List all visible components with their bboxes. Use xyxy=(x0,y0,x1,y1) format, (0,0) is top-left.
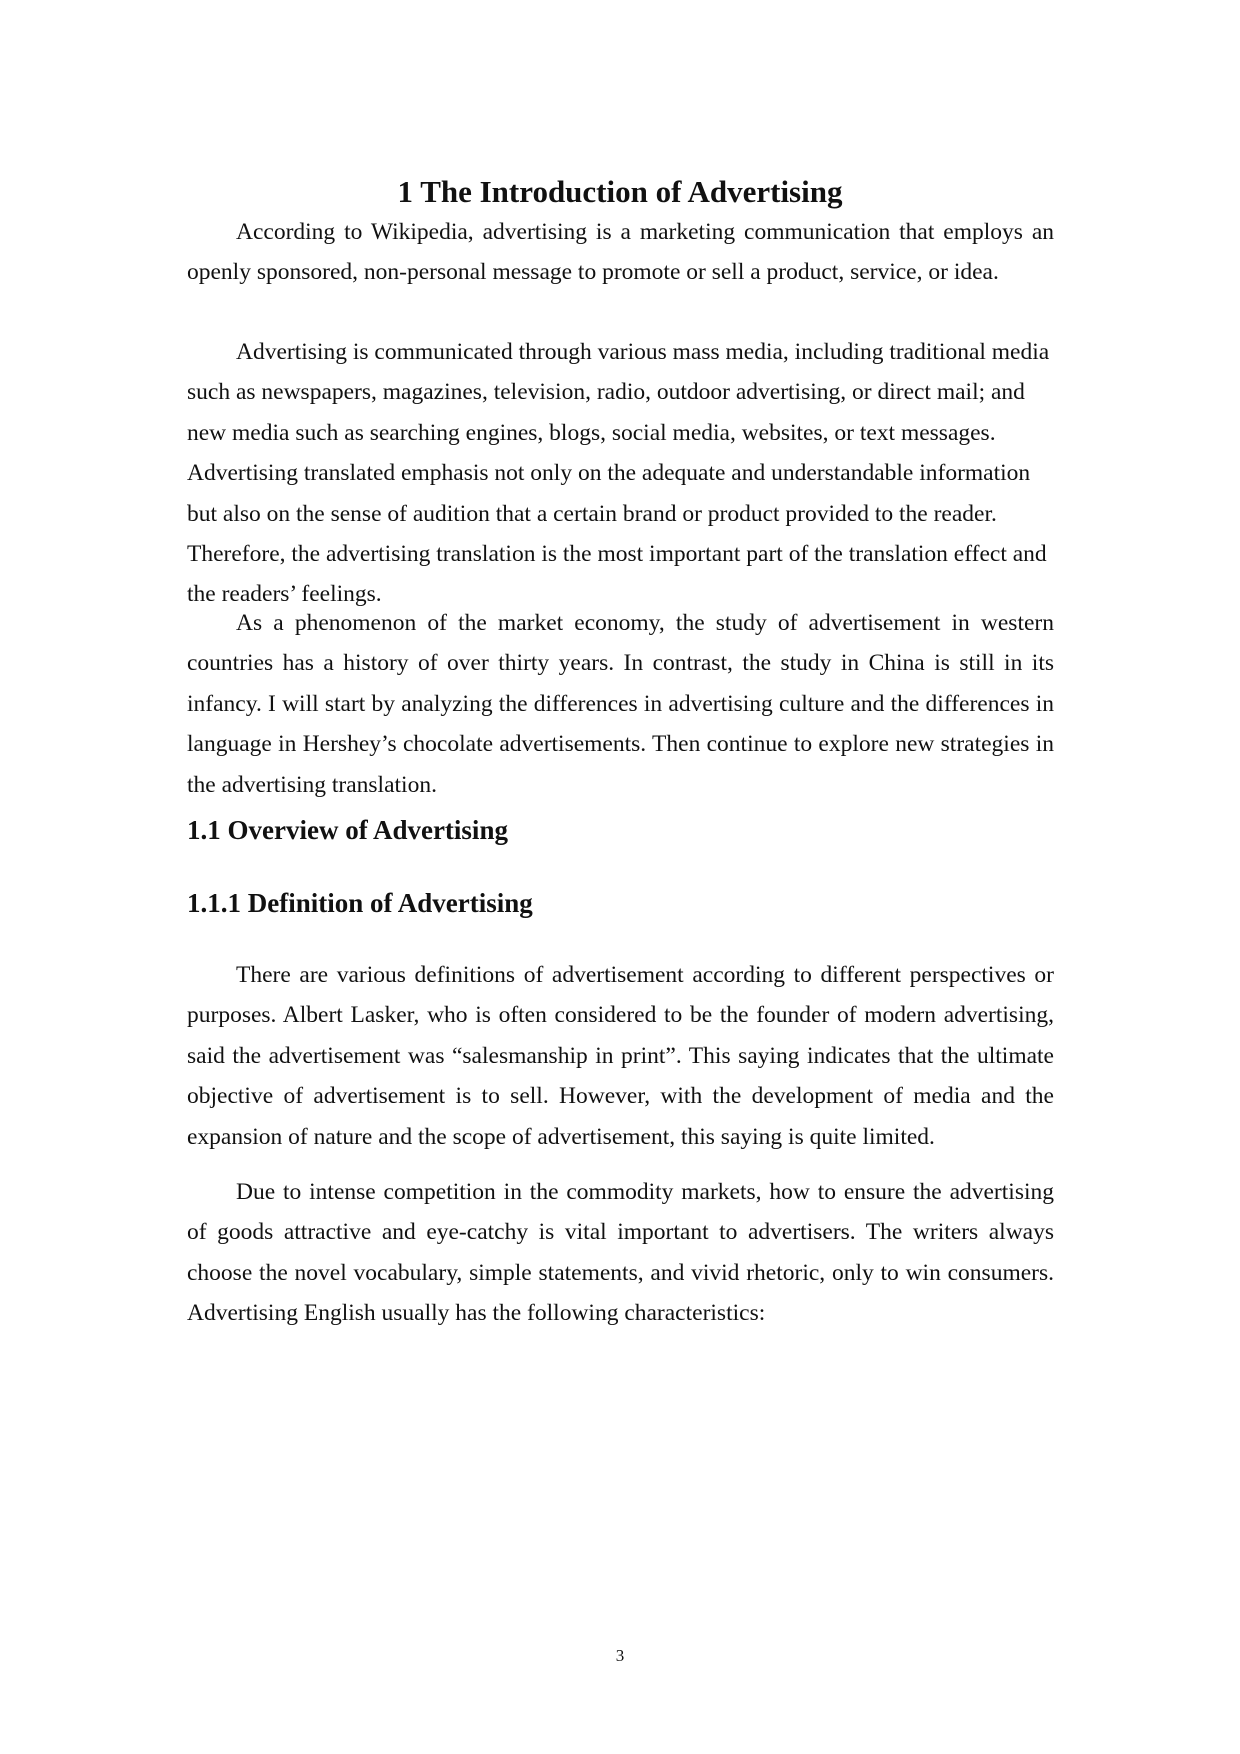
subsection-title: 1.1.1 Definition of Advertising xyxy=(187,888,533,918)
intro-paragraph-3: As a phenomenon of the market economy, the study of advertisement in western countries has a history of over thirty years. In contrast, the study in China is still in its infancy. I will start by analyzing the differences in advertising culture and the differences in language in Hershey’s chocolate advertisements. Then continue to explore new strategies in the advertising translation. xyxy=(187,610,1054,798)
page-number: 3 xyxy=(615,1646,625,1665)
chapter-title: 1 The Introduction of Advertising xyxy=(397,174,843,209)
intro-paragraph-2: Advertising is communicated through various mass media, including traditional media such as newspapers, magazines, television, radio, outdoor advertising, or direct mail; and new media such as searching engines, blogs, social media, websites, or text messages. Advertising translated emphasis not only on the adequate and understandable information but also on the sense of audition that a certain brand or product provided to the reader. Therefore, the advertising translation is the most important part of the translation effect and the readers’ feelings. xyxy=(187,339,1050,608)
intro-paragraph-1: According to Wikipedia, advertising is a marketing communication that employs an openly sponsored, non-personal message to promote or sell a product, service, or idea. xyxy=(187,219,1054,286)
section-title: 1.1 Overview of Advertising xyxy=(187,815,508,845)
definition-paragraph-2: Due to intense competition in the commodity markets, how to ensure the advertising of goods attractive and eye-catchy is vital important to advertisers. The writers always choose the novel vocabulary, simple statements, and vivid rhetoric, only to win consumers. Advertising English usually has the following characteristics: xyxy=(187,1179,1054,1327)
definition-paragraph-1: There are various definitions of advertisement according to different perspectives or purposes. Albert Lasker, who is often considered to be the founder of modern advertising, said the advertisement was “salesmanship in print”. This saying indicates that the ultimate objective of advertisement is to sell. However, with the development of media and the expansion of nature and the scope of advertisement, this saying is quite limited. xyxy=(187,962,1054,1150)
